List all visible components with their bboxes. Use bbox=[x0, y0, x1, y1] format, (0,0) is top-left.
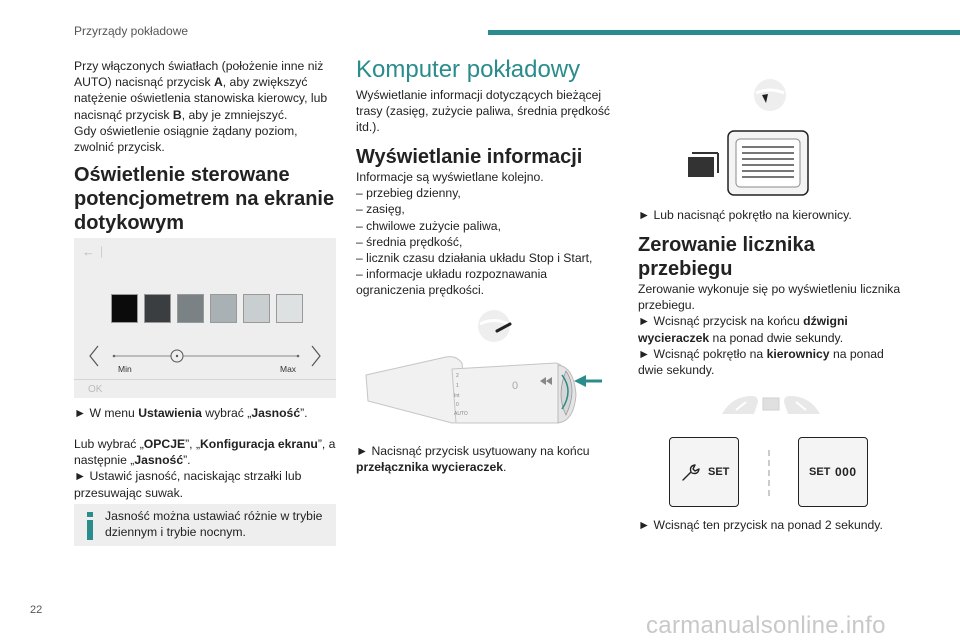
list-item: – licznik czasu działania układu Stop i Start, bbox=[356, 251, 593, 266]
intro-line: AUTO) nacisnąć przycisk A, aby zwiększyć bbox=[74, 75, 308, 90]
set-button-left[interactable] bbox=[669, 437, 739, 507]
teal-arrow-icon bbox=[574, 375, 602, 387]
svg-text:1: 1 bbox=[456, 383, 459, 389]
dashed-divider bbox=[764, 448, 774, 498]
step-press-wheel: ► Lub nacisnąć pokrętło na kierownicy. bbox=[638, 208, 852, 222]
wrench-icon bbox=[680, 464, 700, 482]
section-title: Przyrządy pokładowe bbox=[74, 24, 189, 38]
list-item: – zasięg, bbox=[356, 202, 405, 217]
chevron-left-icon bbox=[90, 346, 98, 366]
step-press-stalk-button: ► Nacisnąć przycisk usytuowany na końcu przełącznika wycieraczek. bbox=[356, 444, 590, 475]
slider-min-label: Min bbox=[118, 364, 132, 374]
trip-digits: 000 bbox=[835, 465, 857, 479]
steering-wheel-icon bbox=[478, 310, 510, 342]
slider-max-label: Max bbox=[280, 364, 297, 374]
brightness-swatch[interactable] bbox=[276, 294, 303, 323]
intro-line: Gdy oświetlenie osiągnie żądany poziom, bbox=[74, 123, 298, 138]
ok-button[interactable]: OK bbox=[88, 384, 103, 395]
svg-text:2: 2 bbox=[456, 373, 459, 379]
info-list: Informacje są wyświetlane kolejno. – przebieg dzienny, – zasięg, – chwilowe zużycie paliwa, – średnia prędkość, – licznik czasu działania układu Stop i Start, – informacje układu rozpoznawania ograniczenia prędkości. bbox=[356, 169, 618, 299]
step-menu-settings: ► W menu Ustawienia wybrać „Jasność”. bbox=[74, 406, 308, 420]
watermark: carmanualsonline.info bbox=[646, 612, 886, 639]
instrument-cluster-icon bbox=[716, 392, 826, 422]
brightness-slider[interactable] bbox=[74, 338, 336, 378]
intro-line: natężenie oświetlenia stanowiska kierowcy, lub bbox=[74, 91, 328, 106]
set-button-right[interactable] bbox=[798, 437, 868, 507]
intro-paragraph bbox=[74, 58, 336, 155]
brightness-swatch[interactable] bbox=[144, 294, 171, 323]
steering-wheel-icon bbox=[754, 79, 786, 111]
wiper-stalk-illustration bbox=[356, 305, 618, 435]
list-item: ograniczenia prędkości. bbox=[356, 283, 485, 298]
steering-wheel-dial-illustration bbox=[680, 75, 820, 200]
list-item: – chwilowe zużycie paliwa, bbox=[356, 218, 501, 233]
heading-touchscreen-lighting: Oświetlenie sterowane potencjometrem na ekranie dotykowym bbox=[74, 164, 335, 234]
back-arrow-icon[interactable]: ← bbox=[82, 244, 95, 259]
display-icon bbox=[688, 153, 718, 177]
svg-text:Int: Int bbox=[454, 393, 460, 399]
brightness-swatch[interactable] bbox=[210, 294, 237, 323]
page-number: 22 bbox=[30, 604, 43, 616]
intro-line: zwolnić przycisk. bbox=[74, 140, 165, 155]
list-item: – średnia prędkość, bbox=[356, 234, 463, 249]
svg-text:AUTO: AUTO bbox=[454, 411, 468, 417]
step-alternative: Lub wybrać „OPCJE”, „Konfiguracja ekranu”, a następnie „Jasność”. ► Ustawić jasność, naciskając strzałki lub przesuwając suwak. bbox=[74, 437, 336, 500]
set-label: SET bbox=[809, 466, 831, 478]
page-title: Komputer pokładowy bbox=[356, 56, 581, 83]
info-icon bbox=[86, 512, 94, 540]
brightness-swatch[interactable] bbox=[177, 294, 204, 323]
intro-line: nacisnąć przycisk B, aby je zmniejszyć. bbox=[74, 107, 288, 122]
svg-text:0: 0 bbox=[456, 402, 459, 408]
divider-icon: | bbox=[100, 244, 104, 258]
svg-text:0: 0 bbox=[512, 380, 519, 392]
computer-description: Wyświetlanie informacji dotyczących bieżącej trasy (zasięg, zużycie paliwa, średnia prędkość itd.). bbox=[356, 88, 611, 135]
list-item: – przebieg dzienny, bbox=[356, 186, 461, 201]
heading-display-info: Wyświetlanie informacji bbox=[356, 146, 583, 168]
set-label: SET bbox=[708, 466, 730, 478]
brightness-swatch[interactable] bbox=[111, 294, 138, 323]
heading-reset-trip: Zerowanie licznika przebiegu bbox=[638, 234, 815, 280]
step-press-set: ► Wcisnąć ten przycisk na ponad 2 sekundy. bbox=[638, 518, 883, 532]
hint-text: Jasność można ustawiać różnie w trybie dziennym i trybie nocnym. bbox=[105, 509, 323, 540]
reset-instructions: Zerowanie wykonuje się po wyświetleniu licznika przebiegu. ► Wcisnąć przycisk na końcu dźwigni wycieraczek na ponad dwie sekundy. ► Wcisnąć pokrętło na kierownicy na ponad dwie sekundy. bbox=[638, 282, 901, 378]
brightness-screen bbox=[74, 238, 336, 398]
chevron-right-icon bbox=[312, 346, 320, 366]
intro-line: Przy włączonych światłach (położenie inne niż bbox=[74, 59, 324, 73]
brightness-swatch[interactable] bbox=[243, 294, 270, 323]
header-accent-bar bbox=[488, 30, 960, 35]
list-item: – informacje układu rozpoznawania bbox=[356, 267, 548, 282]
